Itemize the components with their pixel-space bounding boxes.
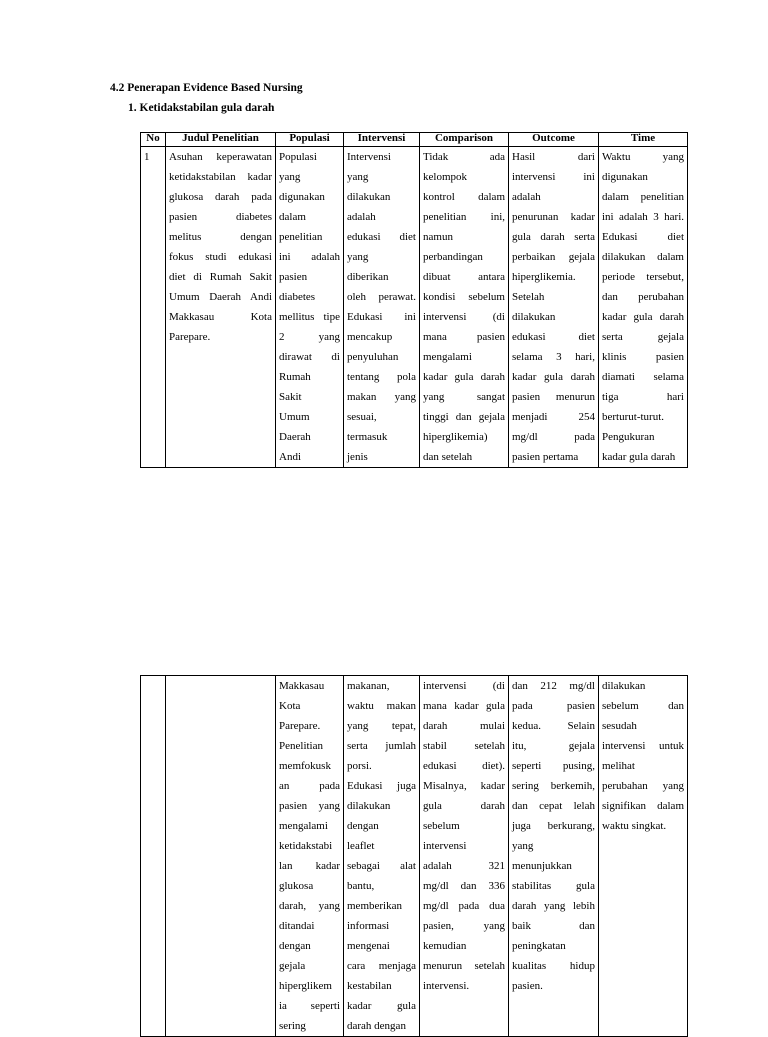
- cell-text-line: pasien.: [512, 980, 543, 992]
- cell-text-line: kemudian: [423, 940, 467, 952]
- cell-text-line: Parepare.: [169, 331, 211, 343]
- cell-text-line: Umum: [279, 411, 310, 423]
- cell-intervensi: [344, 676, 420, 1037]
- cell-text-line: hiperglikem: [279, 980, 332, 992]
- cell-text-line: pasien menurun: [512, 391, 595, 403]
- cell-text-line: cara menjaga: [347, 960, 416, 972]
- cell-text-line: Intervensi: [347, 151, 391, 163]
- evidence-table-page-1: [140, 132, 688, 468]
- cell-text-line: mana kadar gula: [423, 700, 505, 712]
- cell-text-line: waktu makan: [347, 700, 416, 712]
- cell-text-line: stabilitas gula: [512, 880, 595, 892]
- cell-text-line: stabil setelah: [423, 740, 505, 752]
- cell-text-line: itu, gejala: [512, 740, 595, 752]
- cell-text-line: seperti pusing,: [512, 760, 595, 772]
- cell-text-line: melitus dengan: [169, 231, 272, 243]
- cell-text-line: porsi.: [347, 760, 372, 772]
- cell-intervensi: [344, 147, 420, 468]
- cell-text-line: Rumah: [279, 371, 311, 383]
- cell-text-line: darah dengan: [347, 1020, 406, 1032]
- cell-text-line: adalah 321: [423, 860, 505, 872]
- cell-text-line: diamati selama: [602, 371, 684, 383]
- cell-text-line: gejala: [279, 960, 306, 972]
- cell-text-line: intervensi untuk: [602, 740, 684, 752]
- evidence-table-page-2: [140, 675, 688, 1037]
- cell-text-line: kadar gula darah: [602, 451, 676, 463]
- cell-text-line: kadar gula darah: [423, 371, 505, 383]
- cell-text-line: intervensi.: [423, 980, 470, 992]
- cell-text-line: diabetes: [279, 291, 316, 303]
- cell-text-line: mg/dl dan 336: [423, 880, 505, 892]
- header-judul: Judul Penelitian: [166, 133, 276, 147]
- cell-text-line: makanan,: [347, 680, 390, 692]
- cell-text-line: menurun setelah: [423, 960, 505, 972]
- cell-text-line: pasien pertama: [512, 451, 579, 463]
- cell-text-line: yang tepat,: [347, 720, 416, 732]
- cell-text-line: sesuai,: [347, 411, 377, 423]
- cell-text-line: Daerah: [279, 431, 311, 443]
- cell-text-line: selama 3 hari,: [512, 351, 595, 363]
- cell-text-line: dilakukan: [602, 680, 646, 692]
- cell-text-line: mengalami: [279, 820, 328, 832]
- cell-text-line: serta gejala: [602, 331, 684, 343]
- cell-outcome: [509, 676, 599, 1037]
- cell-text-line: an pada: [279, 780, 340, 792]
- cell-text-line: Edukasi juga: [347, 780, 416, 792]
- cell-text-line: klinis pasien: [602, 351, 684, 363]
- cell-text-line: Edukasi ini: [347, 311, 416, 323]
- cell-text-line: ketidakstabilan kadar: [169, 171, 272, 183]
- cell-text-line: sering berkemih,: [512, 780, 595, 792]
- cell-text-line: sesudah: [602, 720, 637, 732]
- cell-text-line: dilakukan: [347, 800, 391, 812]
- header-intervensi: Intervensi: [344, 133, 420, 147]
- cell-text-line: Asuhan keperawatan: [169, 151, 272, 163]
- cell-text-line: Waktu yang: [602, 151, 684, 163]
- cell-text-line: pasien: [279, 271, 308, 283]
- cell-text-line: kontrol dalam: [423, 191, 505, 203]
- cell-text-line: kondisi sebelum: [423, 291, 505, 303]
- header-comparison: Comparison: [420, 133, 509, 147]
- cell-text-line: ia seperti: [279, 1000, 340, 1012]
- header-outcome: Outcome: [509, 133, 599, 147]
- cell-text-line: ketidakstabi: [279, 840, 333, 852]
- cell-text-line: ini adalah: [279, 251, 340, 263]
- cell-text-line: waktu singkat.: [602, 820, 667, 832]
- cell-text-line: dilakukan dalam: [602, 251, 684, 263]
- cell-text-line: penyuluhan: [347, 351, 399, 363]
- cell-text-line: makan yang: [347, 391, 416, 403]
- table-row: [141, 147, 688, 468]
- cell-text-line: kualitas hidup: [512, 960, 595, 972]
- cell-text-line: berturut-turut.: [602, 411, 665, 423]
- cell-text-line: ini adalah 3 hari.: [602, 211, 684, 223]
- cell-text-line: 2 yang: [279, 331, 340, 343]
- cell-text-line: dirawat di: [279, 351, 340, 363]
- cell-text-line: memfokusk: [279, 760, 331, 772]
- cell-text-line: gula darah: [423, 800, 505, 812]
- cell-text-line: intervensi (di: [423, 680, 505, 692]
- cell-text-line: mg/dl pada dua: [423, 900, 505, 912]
- cell-text-line: Setelah: [512, 291, 545, 303]
- cell-judul: [166, 676, 276, 1037]
- cell-comparison: [420, 147, 509, 468]
- cell-text-line: dengan: [347, 820, 379, 832]
- cell-text-line: dan setelah: [423, 451, 473, 463]
- cell-text-line: diet di Rumah Sakit: [169, 271, 272, 283]
- cell-text-line: dan cepat lelah: [512, 800, 595, 812]
- cell-time: [599, 147, 688, 468]
- cell-text-line: Andi: [279, 451, 301, 463]
- cell-populasi: [276, 676, 344, 1037]
- cell-text-line: Makkasau: [279, 680, 325, 692]
- cell-text-line: jenis: [347, 451, 368, 463]
- cell-text-line: darah, yang: [279, 900, 340, 912]
- cell-text-line: kadar gula: [347, 1000, 416, 1012]
- cell-text-line: tiga hari: [602, 391, 684, 403]
- cell-text-line: intervensi: [423, 840, 467, 852]
- cell-text-line: memberikan: [347, 900, 402, 912]
- cell-text-line: penelitian ini,: [423, 211, 505, 223]
- cell-text-line: penelitian: [279, 231, 323, 243]
- cell-text-line: tinggi dan gejala: [423, 411, 505, 423]
- cell-text-line: Penelitian: [279, 740, 323, 752]
- cell-text-line: pasien yang: [279, 800, 340, 812]
- cell-text-line: intervensi ini: [512, 171, 595, 183]
- cell-text-line: menjadi 254: [512, 411, 595, 423]
- cell-no: 1: [141, 147, 166, 468]
- cell-text-line: sering: [279, 1020, 306, 1032]
- table-row: [141, 676, 688, 1037]
- cell-text-line: pasien, yang: [423, 920, 505, 932]
- cell-text-line: leaflet: [347, 840, 375, 852]
- cell-comparison: [420, 676, 509, 1037]
- cell-text-line: kedua. Selain: [512, 720, 595, 732]
- cell-text-line: diberikan: [347, 271, 389, 283]
- subsection-title: 1. Ketidakstabilan gula darah: [128, 102, 275, 114]
- cell-text-line: perubahan yang: [602, 780, 684, 792]
- cell-text-line: informasi: [347, 920, 390, 932]
- cell-text-line: dilakukan: [347, 191, 391, 203]
- cell-text-line: mengalami: [423, 351, 472, 363]
- cell-text-line: melihat: [602, 760, 635, 772]
- cell-text-line: lan kadar: [279, 860, 340, 872]
- cell-text-line: periode tersebut,: [602, 271, 684, 283]
- cell-text-line: Makkasau Kota: [169, 311, 272, 323]
- cell-text-line: dan 212 mg/dl: [512, 680, 595, 692]
- cell-text-line: oleh perawat.: [347, 291, 416, 303]
- cell-text-line: mengenai: [347, 940, 390, 952]
- cell-text-line: dilakukan: [512, 311, 556, 323]
- cell-text-line: adalah: [512, 191, 541, 203]
- cell-text-line: kelompok: [423, 171, 467, 183]
- cell-text-line: darah mulai: [423, 720, 505, 732]
- cell-text-line: ditandai: [279, 920, 315, 932]
- cell-text-line: Umum Daerah Andi: [169, 291, 272, 303]
- cell-text-line: Populasi: [279, 151, 317, 163]
- cell-text-line: digunakan: [602, 171, 648, 183]
- cell-text-line: edukasi diet).: [423, 760, 505, 772]
- cell-text-line: mg/dl pada: [512, 431, 595, 443]
- cell-text-line: tentang pola: [347, 371, 416, 383]
- cell-text-line: yang: [347, 171, 369, 183]
- header-time: Time: [599, 133, 688, 147]
- cell-text-line: dengan: [279, 940, 311, 952]
- cell-text-line: yang: [279, 171, 301, 183]
- section-title: 4.2 Penerapan Evidence Based Nursing: [110, 82, 303, 94]
- cell-text-line: serta jumlah: [347, 740, 416, 752]
- cell-text-line: Tidak ada: [423, 151, 505, 163]
- cell-text-line: Misalnya, kadar: [423, 780, 505, 792]
- cell-text-line: kestabilan: [347, 980, 392, 992]
- cell-text-line: hiperglikemia): [423, 431, 488, 443]
- cell-text-line: mana pasien: [423, 331, 505, 343]
- cell-text-line: namun: [423, 231, 453, 243]
- cell-text-line: Parepare.: [279, 720, 321, 732]
- cell-text-line: darah yang lebih: [512, 900, 595, 912]
- cell-text-line: penurunan kadar: [512, 211, 595, 223]
- cell-text-line: sebagai alat: [347, 860, 416, 872]
- cell-text-line: digunakan: [279, 191, 325, 203]
- cell-text-line: Kota: [279, 700, 301, 712]
- header-no: No: [141, 133, 166, 147]
- cell-text-line: baik dan: [512, 920, 595, 932]
- cell-text-line: peningkatan: [512, 940, 566, 952]
- cell-text-line: dan perubahan: [602, 291, 684, 303]
- cell-text-line: yang: [347, 251, 369, 263]
- cell-text-line: pada pasien: [512, 700, 595, 712]
- cell-text-line: glukosa darah pada: [169, 191, 272, 203]
- header-populasi: Populasi: [276, 133, 344, 147]
- cell-text-line: glukosa: [279, 880, 314, 892]
- cell-text-line: termasuk: [347, 431, 388, 443]
- cell-text-line: signifikan dalam: [602, 800, 684, 812]
- cell-text-line: dalam penelitian: [602, 191, 684, 203]
- cell-text-line: kadar gula darah: [512, 371, 595, 383]
- cell-text-line: dalam: [279, 211, 306, 223]
- cell-text-line: Sakit: [279, 391, 302, 403]
- cell-text-line: gula darah serta: [512, 231, 595, 243]
- cell-text-line: Edukasi diet: [602, 231, 684, 243]
- cell-text-line: sebelum: [423, 820, 460, 832]
- cell-text-line: kadar gula darah: [602, 311, 684, 323]
- cell-text-line: menunjukkan: [512, 860, 572, 872]
- cell-text-line: perbandingan: [423, 251, 483, 263]
- cell-text-line: yang sangat: [423, 391, 505, 403]
- cell-text-line: adalah: [347, 211, 376, 223]
- table-header-row: [141, 133, 688, 147]
- cell-text-line: dibuat antara: [423, 271, 505, 283]
- cell-text-line: bantu,: [347, 880, 375, 892]
- cell-text-line: fokus studi edukasi: [169, 251, 272, 263]
- cell-text-line: perbaikan gejala: [512, 251, 595, 263]
- cell-text-line: hiperglikemia.: [512, 271, 576, 283]
- cell-outcome: [509, 147, 599, 468]
- cell-judul: [166, 147, 276, 468]
- cell-text-line: pasien diabetes: [169, 211, 272, 223]
- cell-text-line: edukasi diet: [347, 231, 416, 243]
- cell-text-line: juga berkurang,: [512, 820, 595, 832]
- cell-populasi: [276, 147, 344, 468]
- cell-text-line: edukasi diet: [512, 331, 595, 343]
- cell-text-line: sebelum dan: [602, 700, 684, 712]
- cell-text-line: Hasil dari: [512, 151, 595, 163]
- cell-text-line: intervensi (di: [423, 311, 505, 323]
- cell-text-line: mencakup: [347, 331, 393, 343]
- cell-text-line: yang: [512, 840, 534, 852]
- cell-no: [141, 676, 166, 1037]
- cell-text-line: Pengukuran: [602, 431, 655, 443]
- cell-time: [599, 676, 688, 1037]
- cell-text-line: mellitus tipe: [279, 311, 340, 323]
